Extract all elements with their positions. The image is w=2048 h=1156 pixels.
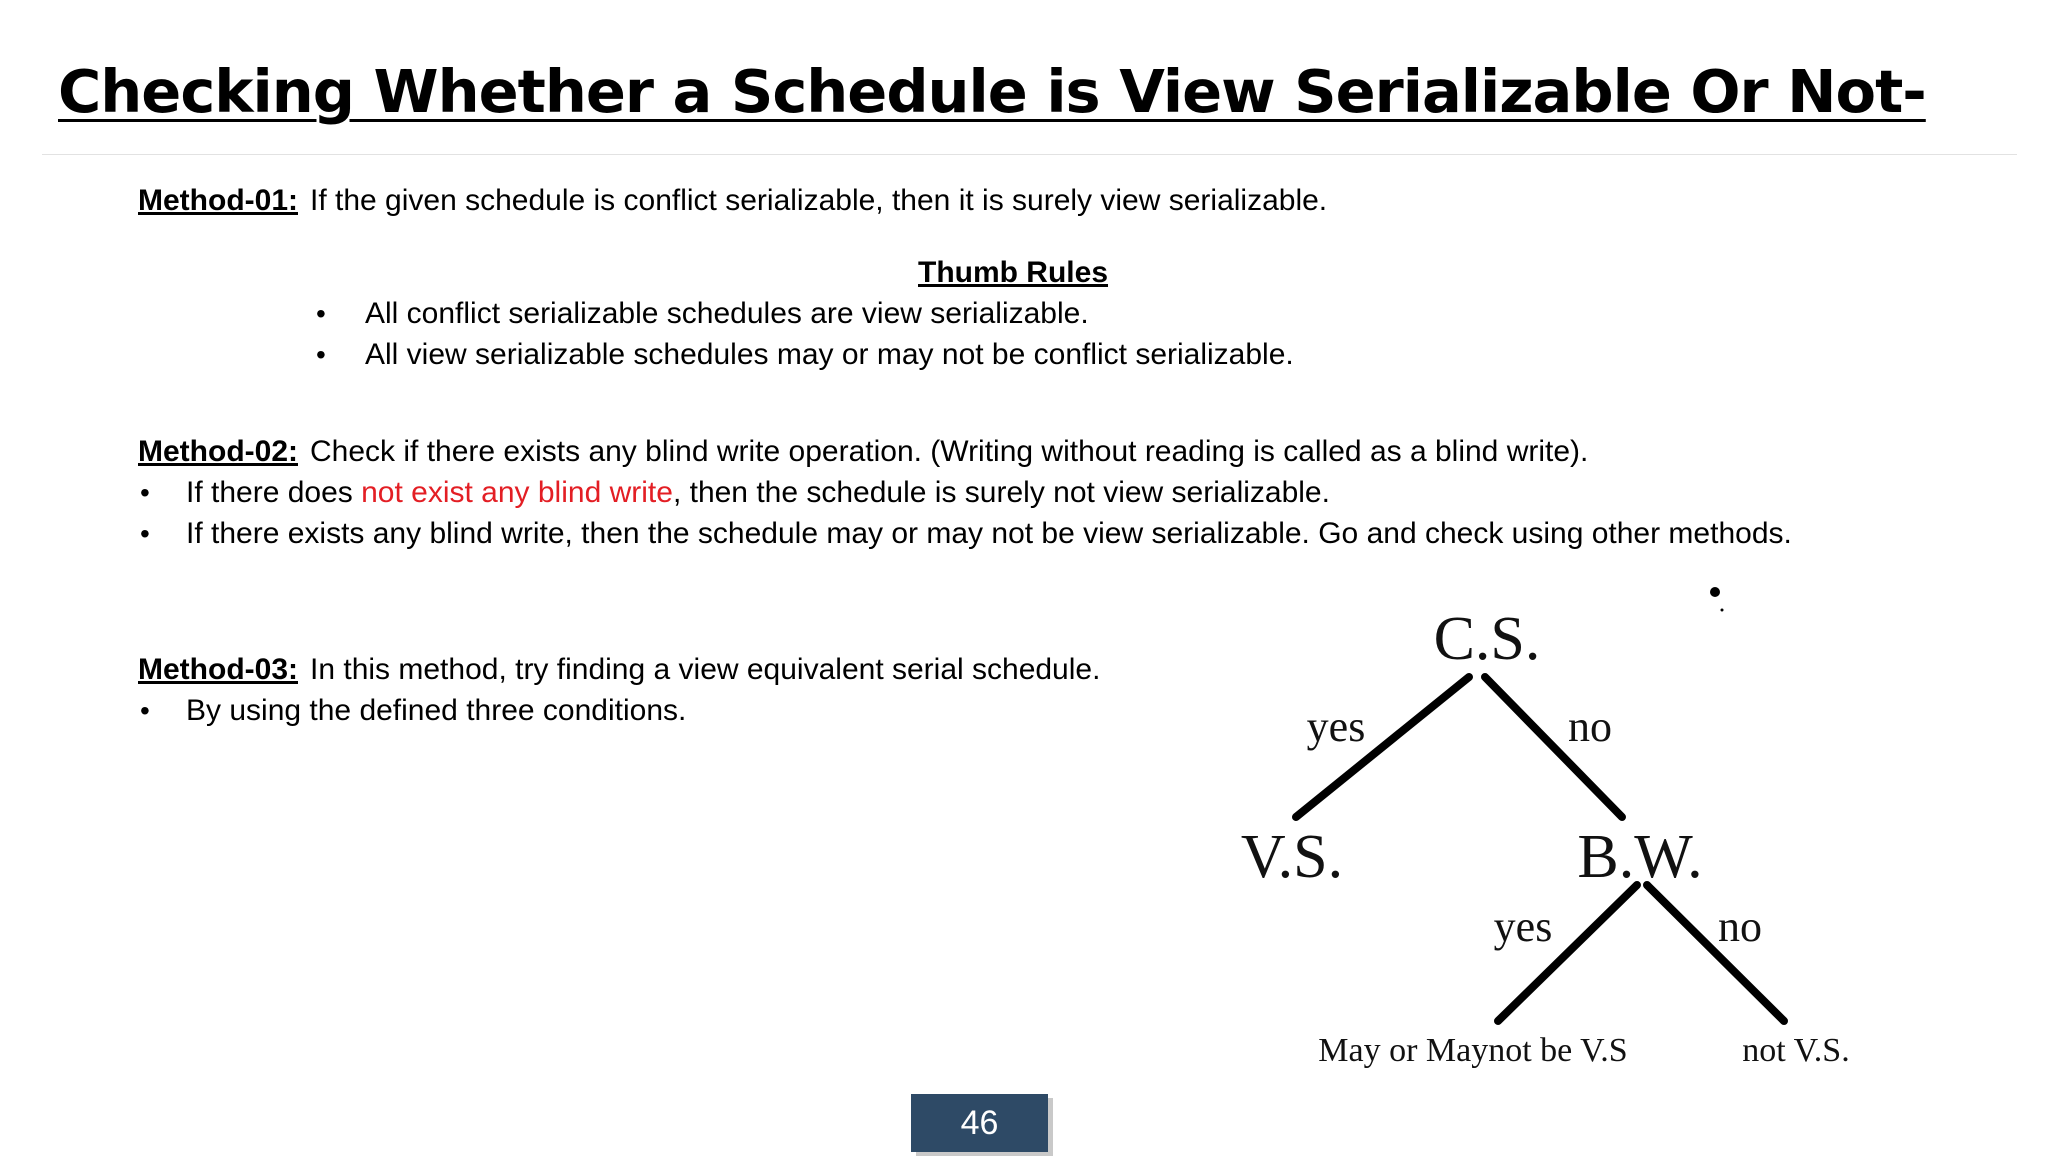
bullet-icon: •	[140, 695, 150, 726]
method-02-bullet-1	[186, 473, 1330, 513]
method-01-line	[138, 181, 1327, 221]
edge-label-yes: yes	[1306, 702, 1366, 751]
method-01-text: If the given schedule is conflict serializable, then it is surely view serializable.	[310, 184, 1328, 217]
edge-label-no: no	[1718, 902, 1762, 951]
edge-label-yes: yes	[1493, 902, 1553, 951]
node-cs: C.S.	[1433, 605, 1541, 673]
blind-write-highlight: not exist any blind write	[361, 476, 673, 509]
method-03-text: In this method, try finding a view equivalent serial schedule.	[310, 653, 1101, 686]
decision-tree-graphic	[1200, 575, 1880, 1095]
method-02-line	[138, 432, 1588, 472]
method-02-text: Check if there exists any blind write operation. (Writing without reading is called as a blind write).	[310, 435, 1589, 468]
bullet-icon: •	[140, 518, 150, 549]
decision-tree	[1200, 575, 1880, 1095]
thumb-rule-item: All conflict serializable schedules are view serializable.	[365, 297, 1089, 330]
method-03-label: Method-03:	[138, 653, 298, 686]
bullet-icon: •	[140, 477, 150, 508]
edge-label-no: no	[1568, 702, 1612, 751]
node-vs: V.S.	[1240, 823, 1344, 891]
bullet-icon: •	[316, 298, 326, 329]
stray-dot	[1710, 587, 1720, 597]
thumb-rule-item: All view serializable schedules may or may not be conflict serializable.	[365, 338, 1294, 371]
edge-bw-no	[1647, 885, 1784, 1021]
method-02-label: Method-02:	[138, 435, 298, 468]
method-03-line	[138, 650, 1100, 690]
bullet-icon: •	[316, 339, 326, 370]
title-divider	[42, 154, 2017, 155]
outcome-not-vs: not V.S.	[1742, 1032, 1850, 1069]
outcome-may-or-maynot-vs: May or Maynot be V.S	[1318, 1032, 1628, 1069]
slide-title: Checking Whether a Schedule is View Serializable Or Not-	[58, 57, 1926, 126]
method-02-bullet-1-after: , then the schedule is surely not view serializable.	[672, 476, 1330, 509]
method-02-bullet-1-before: If there does	[186, 476, 362, 509]
node-bw: B.W.	[1577, 823, 1703, 891]
method-01-label: Method-01:	[138, 184, 298, 217]
page-number: 46	[911, 1094, 1048, 1152]
method-02-bullet-2: If there exists any blind write, then the schedule may or may not be view serializable. Go and check using other methods.	[186, 517, 1792, 550]
method-03-bullet-1: By using the defined three conditions.	[186, 694, 687, 727]
thumb-rules-heading: Thumb Rules	[918, 256, 1109, 289]
stray-dot	[1721, 609, 1724, 612]
